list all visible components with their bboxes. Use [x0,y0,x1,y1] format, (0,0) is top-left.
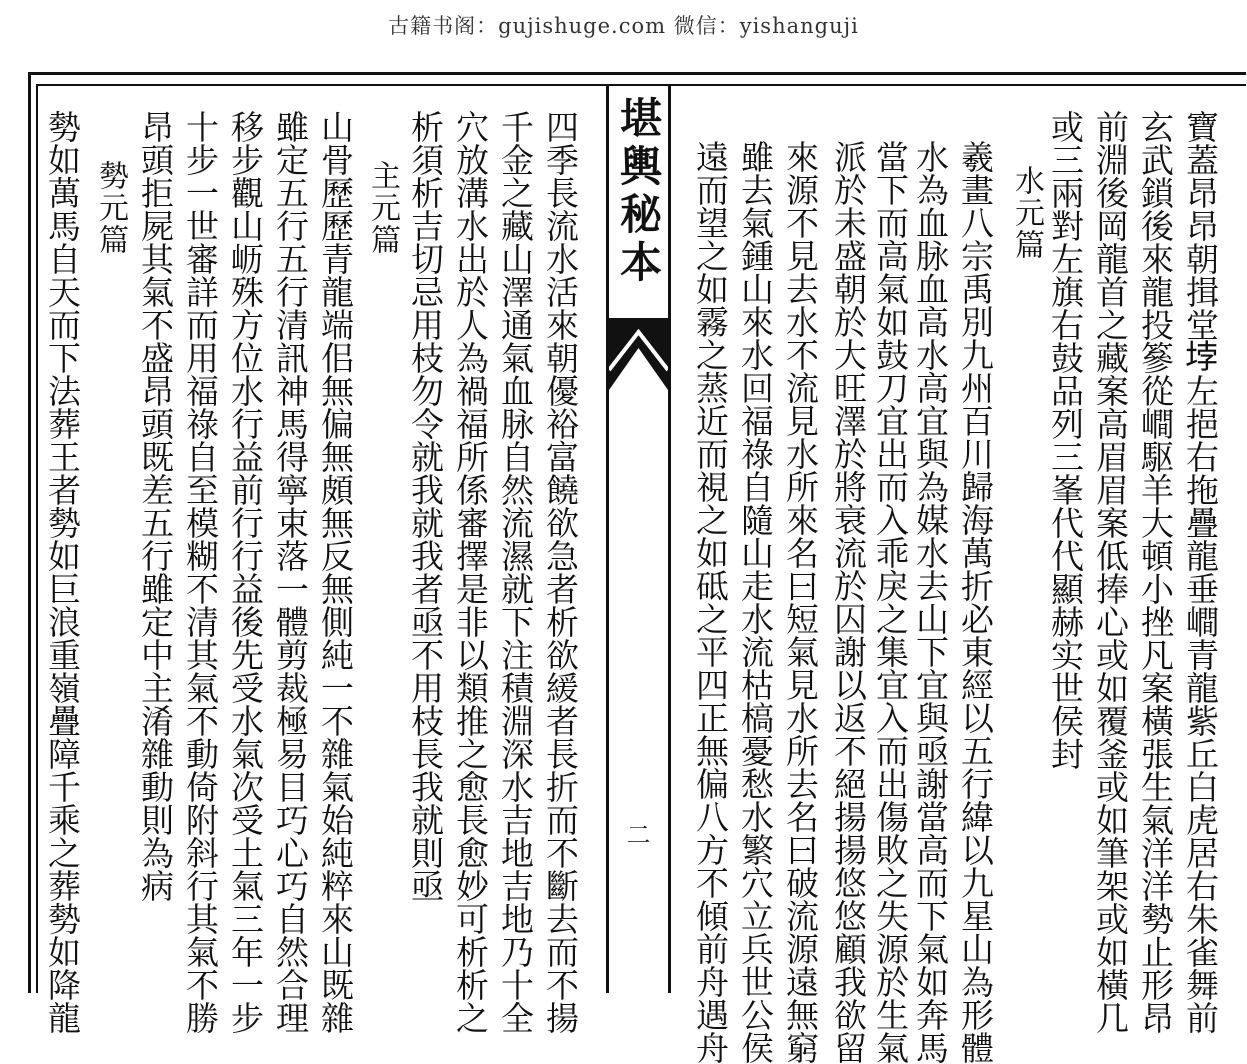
spine-border-right [668,84,671,993]
right-col-11: 雖去氣鍾山來水回福祿自隨山走水流枯槁憂愁水繁穴立兵世公侯 [736,140,775,1064]
left-col-7: 雖定五行五行清訊神馬得寧束落一體剪裁極易目巧心巧自然合理 [271,110,310,1034]
left-heading-zhu-yuan: 主元篇 [365,160,400,256]
left-col-6: 山骨歷歷青龍端佀無偏無頗無反無側純一不雜氣始純粹來山既雜 [316,110,355,1034]
right-col-7: 水為血脉血高水高宜與為媒水去山下宜與亟謝當高而下氣如奔馬 [911,140,950,1064]
right-col-10: 來源不見去水不流見水所來名曰短氣見水所去名曰破流源遠無窮 [781,140,820,1064]
left-col-4: 析須析吉切忌用枝勿令就我就我者亟不用枝長我就則亟 [406,110,445,902]
right-col-12: 遠而望之如霧之蒸近而視之如砥之平四正無偏八方不傾前舟遇舟 [691,140,730,1064]
right-heading-shui-yuan: 水元篇 [1009,165,1044,261]
left-col-3: 穴放溝水出於人為禍福所係審擇是非以類推之愈長愈妙可析析之 [451,110,490,1034]
right-col-4: 或三兩對左旗右鼓品列三峯代代顯赫实世侯封 [1046,110,1085,770]
spine-title: 堪輿秘本 [614,96,663,288]
fishtail-mark [609,318,668,390]
frame-line-left [36,84,38,993]
left-col-8: 移步觀山𫵷殊方位水行益前行行益後先受水氣次受土氣三年一步 [226,110,265,1034]
right-col-8: 當下而高氣如鼓刀宜出而入乖戾之集宜入而出傷敗之失源於生氣 [871,140,910,1064]
left-col-2: 千金之藏山澤通氣血脉自然流濕就下注積淵深水吉地吉地乃十全 [496,110,535,1034]
right-col-2: 玄武鎖後來龍投篸從𡼏駆羊大頓小挫凡案橫張生氣洋洋勢止形昂 [1136,110,1175,1034]
left-col-1: 四季長流水活來朝優裕富饒欲急者析欲緩者長折而不斷去而不揚 [541,110,580,1034]
watermark: 古籍书阁：gujishuge.com 微信：yishanguji [388,14,859,38]
left-col-10: 昂頭拒屍其氣不盛昂頭既差五行雖定中主淆雜動則為病 [136,110,175,902]
right-col-3: 前淵後岡龍首之藏案高眉眉案低捧心或如覆釜或如筆架或如橫几 [1091,110,1130,1034]
left-col-12: 勢如萬馬自天而下法葬王者勢如巨浪重嶺疊障千乘之葬勢如降龍 [43,110,82,1034]
right-col-6: 羲畫八宗禹別九州百川歸海萬折必東經以五行緯以九星山為形體 [956,140,995,1064]
frame-line-top [36,84,1246,86]
left-heading-shi-yuan: 勢元篇 [93,160,128,256]
right-col-1: 寶蓋昂昂朝揖堂𡋯左挹右拖疊龍垂𡼏青龍紫丘白虎居右朱雀舞前 [1181,110,1220,1034]
right-col-9: 派於未盛朝於大旺澤於將衰流於囚謝以返不絕揚揚悠悠顧我欲留 [829,140,868,1064]
page-number: 二 [626,821,651,849]
left-col-9: 十步一世審詳而用福祿自至模糊不清其氣不動倚附斜行其氣不勝 [181,110,220,1034]
